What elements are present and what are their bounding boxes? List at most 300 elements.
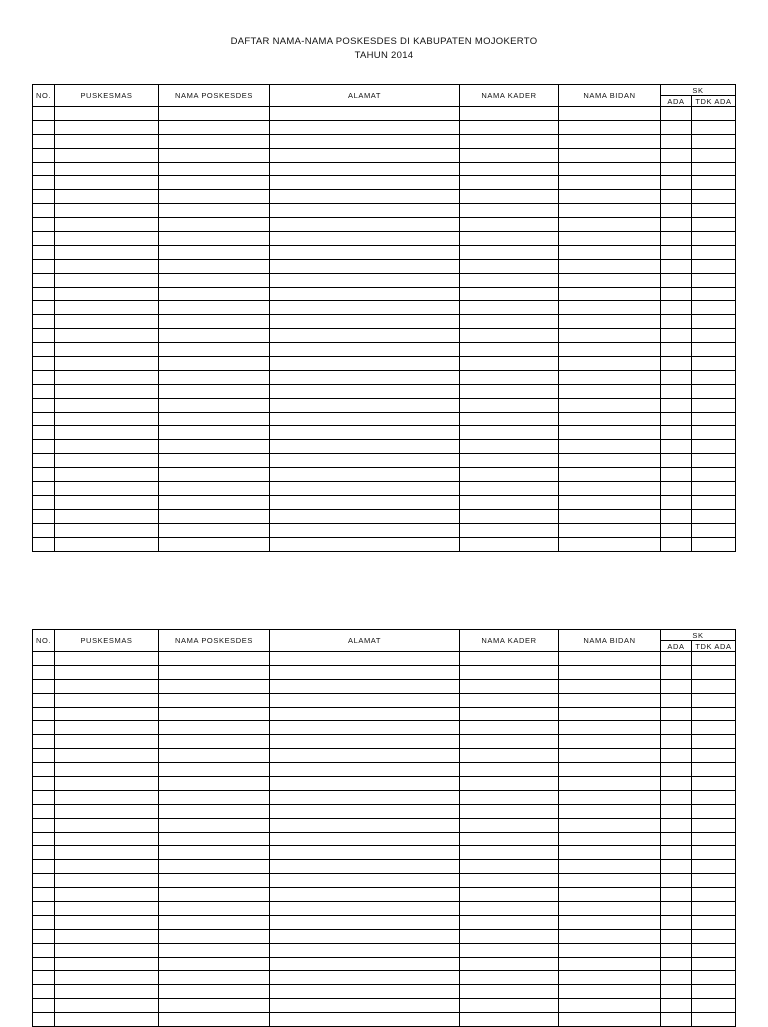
table-cell [159, 343, 270, 357]
table-cell [460, 398, 559, 412]
table-row [33, 301, 736, 315]
table-cell [159, 329, 270, 343]
table-cell [55, 943, 159, 957]
table-row [33, 523, 736, 537]
table-cell [692, 860, 736, 874]
table-cell [460, 999, 559, 1013]
table-cell [270, 301, 460, 315]
table-cell [270, 985, 460, 999]
table-cell [559, 929, 661, 943]
table-cell [460, 693, 559, 707]
table-cell [270, 804, 460, 818]
table-cell [159, 232, 270, 246]
table-row [33, 888, 736, 902]
table-row [33, 915, 736, 929]
table-cell [661, 790, 692, 804]
table-row [33, 763, 736, 777]
table-cell [692, 707, 736, 721]
table-cell [33, 777, 55, 791]
table-cell [55, 204, 159, 218]
table-cell [559, 1013, 661, 1027]
table-cell [159, 245, 270, 259]
table-row [33, 232, 736, 246]
table-cell [55, 537, 159, 551]
table-cell [55, 860, 159, 874]
table-cell [692, 777, 736, 791]
table-cell [460, 148, 559, 162]
table-row [33, 218, 736, 232]
table-cell [33, 315, 55, 329]
table-cell [460, 509, 559, 523]
table-cell [270, 777, 460, 791]
table-cell [270, 357, 460, 371]
header-sk-tdk-ada: TDK ADA [692, 96, 736, 107]
table-row [33, 440, 736, 454]
table-cell [692, 523, 736, 537]
table-cell [159, 749, 270, 763]
table-cell [270, 162, 460, 176]
table-cell [55, 846, 159, 860]
table-row [33, 148, 736, 162]
table-cell [661, 832, 692, 846]
table-row [33, 707, 736, 721]
table-cell [55, 679, 159, 693]
table-cell [33, 232, 55, 246]
table-cell [33, 287, 55, 301]
table-cell [460, 957, 559, 971]
table-cell [559, 523, 661, 537]
table-cell [270, 888, 460, 902]
table-row [33, 329, 736, 343]
table-cell [159, 454, 270, 468]
table-cell [460, 777, 559, 791]
table-cell [460, 287, 559, 301]
table-cell [661, 134, 692, 148]
table-cell [460, 735, 559, 749]
table-cell [661, 749, 692, 763]
table-cell [270, 999, 460, 1013]
table-cell [692, 232, 736, 246]
table-cell [55, 232, 159, 246]
header-nama-kader: NAMA KADER [460, 630, 559, 652]
table-cell [692, 162, 736, 176]
table-cell [460, 763, 559, 777]
table-row [33, 818, 736, 832]
table-cell [692, 665, 736, 679]
table-cell [661, 287, 692, 301]
table-cell [661, 259, 692, 273]
table-cell [661, 176, 692, 190]
table-cell [559, 985, 661, 999]
table-row [33, 957, 736, 971]
table-cell [55, 915, 159, 929]
table-cell [270, 693, 460, 707]
table-cell [270, 929, 460, 943]
table-cell [559, 693, 661, 707]
table-cell [661, 763, 692, 777]
table-cell [33, 846, 55, 860]
table-cell [33, 818, 55, 832]
table-cell [33, 426, 55, 440]
table-cell [33, 190, 55, 204]
table-cell [33, 860, 55, 874]
table-cell [559, 176, 661, 190]
table-cell [159, 846, 270, 860]
table-cell [692, 888, 736, 902]
table-cell [270, 412, 460, 426]
table-cell [692, 245, 736, 259]
table-row [33, 1013, 736, 1027]
table-cell [460, 245, 559, 259]
table-cell [270, 218, 460, 232]
table-cell [55, 343, 159, 357]
table-cell [159, 999, 270, 1013]
table-cell [661, 818, 692, 832]
table-row [33, 107, 736, 121]
table-cell [159, 523, 270, 537]
table-cell [270, 454, 460, 468]
table-cell [159, 162, 270, 176]
header-sk: SK [661, 630, 736, 641]
table-cell [270, 818, 460, 832]
table-cell [55, 245, 159, 259]
table-cell [33, 120, 55, 134]
table-row [33, 162, 736, 176]
table-row [33, 259, 736, 273]
table-row [33, 874, 736, 888]
table-cell [55, 370, 159, 384]
table-cell [692, 929, 736, 943]
table-cell [559, 384, 661, 398]
table-cell [270, 523, 460, 537]
table-cell [270, 398, 460, 412]
table-cell [159, 860, 270, 874]
table-cell [270, 273, 460, 287]
table-cell [33, 454, 55, 468]
table-cell [460, 468, 559, 482]
table-cell [33, 943, 55, 957]
table-row [33, 190, 736, 204]
table-cell [692, 204, 736, 218]
table-cell [270, 860, 460, 874]
table-cell [159, 971, 270, 985]
table-cell [270, 468, 460, 482]
table-cell [159, 273, 270, 287]
table-cell [692, 763, 736, 777]
header-alamat: ALAMAT [270, 630, 460, 652]
header-nama-poskesdes: NAMA POSKESDES [159, 85, 270, 107]
table-cell [55, 693, 159, 707]
table-cell [460, 301, 559, 315]
table-cell [559, 370, 661, 384]
table-cell [661, 343, 692, 357]
table-row [33, 749, 736, 763]
table-cell [460, 176, 559, 190]
table-cell [661, 777, 692, 791]
table-cell [559, 888, 661, 902]
header-alamat: ALAMAT [270, 85, 460, 107]
table-row [33, 860, 736, 874]
table-cell [661, 999, 692, 1013]
table-row [33, 971, 736, 985]
table-cell [559, 777, 661, 791]
table-cell [55, 412, 159, 426]
table-cell [270, 832, 460, 846]
table-row [33, 943, 736, 957]
table-cell [692, 176, 736, 190]
table-cell [33, 665, 55, 679]
table-cell [661, 693, 692, 707]
table-cell [55, 818, 159, 832]
table-cell [559, 398, 661, 412]
table-cell [661, 370, 692, 384]
table-cell [159, 902, 270, 916]
table-cell [33, 301, 55, 315]
table-cell [159, 735, 270, 749]
table-cell [460, 120, 559, 134]
table-cell [159, 818, 270, 832]
table-cell [55, 315, 159, 329]
table-cell [33, 721, 55, 735]
table-cell [559, 707, 661, 721]
table-cell [692, 120, 736, 134]
table-cell [692, 134, 736, 148]
table-cell [55, 721, 159, 735]
table-cell [159, 287, 270, 301]
table-cell [33, 1013, 55, 1027]
table-cell [460, 832, 559, 846]
table-cell [33, 679, 55, 693]
table-cell [460, 818, 559, 832]
table-cell [55, 468, 159, 482]
table-cell [270, 343, 460, 357]
table-cell [55, 384, 159, 398]
table-cell [55, 440, 159, 454]
table-cell [33, 915, 55, 929]
table-cell [692, 971, 736, 985]
table-cell [55, 971, 159, 985]
table-cell [270, 190, 460, 204]
table-cell [460, 370, 559, 384]
table-cell [460, 218, 559, 232]
table-cell [559, 482, 661, 496]
table-cell [55, 120, 159, 134]
table-cell [159, 985, 270, 999]
table-cell [33, 902, 55, 916]
header-nama-kader: NAMA KADER [460, 85, 559, 107]
table-cell [692, 454, 736, 468]
table-cell [661, 735, 692, 749]
header-sk-ada: ADA [661, 641, 692, 652]
table-cell [692, 412, 736, 426]
table-cell [159, 929, 270, 943]
table-cell [692, 343, 736, 357]
table-cell [661, 957, 692, 971]
table-cell [460, 929, 559, 943]
table-cell [460, 1013, 559, 1027]
table-row [33, 846, 736, 860]
table-cell [33, 370, 55, 384]
table-cell [55, 929, 159, 943]
table-cell [559, 735, 661, 749]
table-cell [33, 107, 55, 121]
table-row [33, 454, 736, 468]
table-cell [692, 482, 736, 496]
table-cell [159, 315, 270, 329]
table-cell [33, 523, 55, 537]
table-cell [559, 315, 661, 329]
table-cell [33, 134, 55, 148]
table-row [33, 134, 736, 148]
table-cell [55, 162, 159, 176]
table-cell [661, 148, 692, 162]
table-cell [33, 929, 55, 943]
table-cell [55, 1013, 159, 1027]
document-subtitle: TAHUN 2014 [354, 50, 414, 61]
table-cell [55, 985, 159, 999]
table-row [33, 357, 736, 371]
table-cell [692, 679, 736, 693]
table-cell [692, 846, 736, 860]
header-nama-poskesdes: NAMA POSKESDES [159, 630, 270, 652]
table-cell [159, 301, 270, 315]
table-cell [692, 218, 736, 232]
table-cell [460, 804, 559, 818]
table-cell [159, 1013, 270, 1027]
table-cell [559, 468, 661, 482]
table-cell [460, 888, 559, 902]
header-nama-bidan: NAMA BIDAN [559, 630, 661, 652]
table-row [33, 343, 736, 357]
table-row [33, 665, 736, 679]
table-cell [270, 148, 460, 162]
table-cell [559, 426, 661, 440]
table-cell [159, 495, 270, 509]
table-cell [661, 301, 692, 315]
table-cell [559, 915, 661, 929]
table-cell [33, 412, 55, 426]
table-row [33, 902, 736, 916]
table-cell [159, 426, 270, 440]
table-cell [270, 232, 460, 246]
table-cell [559, 721, 661, 735]
table-cell [559, 190, 661, 204]
table-cell [55, 454, 159, 468]
table-cell [55, 329, 159, 343]
table-cell [55, 176, 159, 190]
table-row [33, 245, 736, 259]
table-cell [559, 763, 661, 777]
table-cell [55, 874, 159, 888]
table-cell [270, 763, 460, 777]
document-title: DAFTAR NAMA-NAMA POSKESDES DI KABUPATEN MOJOKERTO [230, 36, 538, 47]
table-row [33, 693, 736, 707]
table-row [33, 120, 736, 134]
table-cell [692, 915, 736, 929]
table-cell [270, 509, 460, 523]
table-cell [559, 818, 661, 832]
table-row [33, 652, 736, 666]
table-cell [270, 440, 460, 454]
table-cell [270, 902, 460, 916]
table-cell [460, 315, 559, 329]
table-cell [559, 245, 661, 259]
table-cell [559, 537, 661, 551]
table-cell [661, 665, 692, 679]
table-cell [159, 384, 270, 398]
table-cell [559, 440, 661, 454]
table-cell [460, 190, 559, 204]
table-cell [460, 454, 559, 468]
table-cell [33, 343, 55, 357]
table-cell [33, 749, 55, 763]
table-cell [559, 329, 661, 343]
table-cell [159, 790, 270, 804]
table-cell [559, 652, 661, 666]
table-cell [661, 329, 692, 343]
table-cell [159, 107, 270, 121]
table-cell [559, 120, 661, 134]
table-cell [559, 999, 661, 1013]
table-cell [270, 652, 460, 666]
table-cell [460, 985, 559, 999]
table-cell [159, 176, 270, 190]
table-cell [270, 537, 460, 551]
table-cell [559, 134, 661, 148]
table-cell [270, 721, 460, 735]
table-cell [661, 468, 692, 482]
table-cell [159, 440, 270, 454]
table-cell [661, 204, 692, 218]
table-cell [692, 468, 736, 482]
table-cell [55, 509, 159, 523]
table-cell [33, 329, 55, 343]
table-cell [661, 398, 692, 412]
table-cell [559, 412, 661, 426]
table-cell [692, 384, 736, 398]
table-cell [692, 721, 736, 735]
table-cell [55, 301, 159, 315]
table-cell [159, 482, 270, 496]
table-cell [460, 537, 559, 551]
table-cell [559, 343, 661, 357]
table-cell [159, 204, 270, 218]
table-cell [692, 985, 736, 999]
table-cell [55, 888, 159, 902]
table-cell [559, 218, 661, 232]
table-cell [559, 971, 661, 985]
table-cell [159, 832, 270, 846]
table-row [33, 482, 736, 496]
table-row [33, 204, 736, 218]
table-cell [661, 384, 692, 398]
table-cell [460, 523, 559, 537]
table-cell [270, 971, 460, 985]
table-cell [33, 398, 55, 412]
table-cell [460, 162, 559, 176]
table-cell [559, 148, 661, 162]
table-row [33, 721, 736, 735]
table-cell [661, 721, 692, 735]
table-cell [559, 287, 661, 301]
table-cell [460, 426, 559, 440]
table-cell [559, 357, 661, 371]
table-cell [159, 190, 270, 204]
table-cell [270, 245, 460, 259]
table-cell [270, 846, 460, 860]
table-cell [159, 943, 270, 957]
table-cell [661, 315, 692, 329]
